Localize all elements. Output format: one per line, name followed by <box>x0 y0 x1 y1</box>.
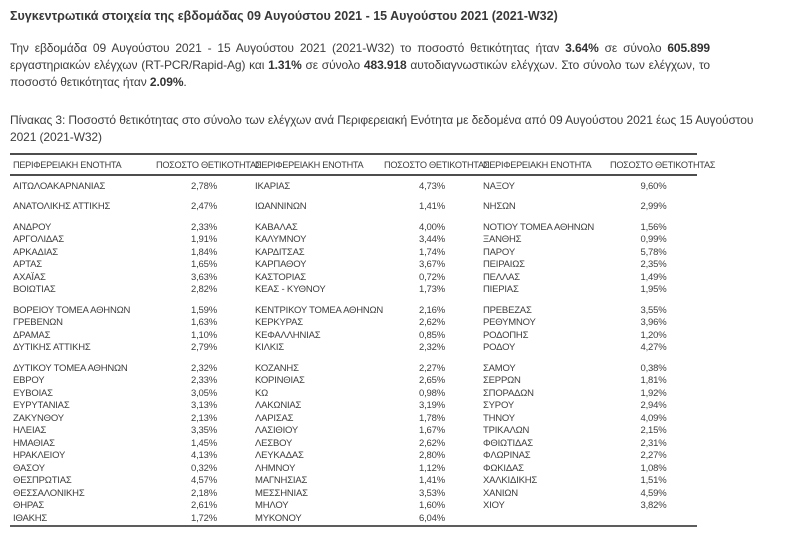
region-name-cell: ΣΠΟΡΑΔΩΝ <box>483 387 534 399</box>
positivity-value-cell: 0,38% <box>640 362 667 374</box>
positivity-value-cell: 1,49% <box>640 271 667 283</box>
region-name-cell: ΡΟΔΟΥ <box>483 342 516 354</box>
region-name-cell: ΣΕΡΡΩΝ <box>483 375 521 387</box>
region-name-cell: ΕΒΡΟΥ <box>13 375 45 387</box>
positivity-value-cell: 1,78% <box>419 412 445 424</box>
table-spacer-row <box>10 193 697 201</box>
positivity-value-cell: 1,84% <box>191 246 217 258</box>
table-row <box>10 317 697 330</box>
table-row <box>10 462 697 475</box>
region-name-cell: ΙΘΑΚΗΣ <box>13 512 48 524</box>
table-row <box>10 221 697 234</box>
positivity-value-cell: 2,62% <box>419 317 445 329</box>
positivity-value-cell: 4,13% <box>191 450 217 462</box>
region-name-cell: ΦΩΚΙΔΑΣ <box>483 462 524 474</box>
positivity-value-cell: 0,85% <box>419 329 445 341</box>
region-name-cell: ΑΡΤΑΣ <box>13 259 42 271</box>
table-row <box>10 387 697 400</box>
table-row <box>10 201 697 214</box>
region-name-cell: ΚΑΛΥΜΝΟΥ <box>255 234 307 246</box>
region-name-cell: ΦΘΙΩΤΙΔΑΣ <box>483 437 533 449</box>
region-name-cell: ΜΥΚΟΝΟΥ <box>255 512 302 524</box>
positivity-value-cell: 1,45% <box>191 437 217 449</box>
positivity-value-cell: 1,56% <box>640 221 667 233</box>
positivity-value-cell: 2,61% <box>191 500 217 512</box>
region-name-cell: ΚΕΡΚΥΡΑΣ <box>255 317 303 329</box>
region-name-cell: ΠΑΡΟΥ <box>483 246 515 258</box>
positivity-value-cell: 1,92% <box>640 387 667 399</box>
table-row <box>10 234 697 247</box>
region-name-cell: ΧΙΟΥ <box>483 500 505 512</box>
column-header-positivity-3: ΠΟΣΟΣΤΟ ΘΕΤΙΚΟΤΗΤΑΣ <box>610 160 716 170</box>
positivity-value-cell: 6,04% <box>419 512 445 524</box>
region-name-cell: ΛΑΣΙΘΙΟΥ <box>255 425 299 437</box>
region-name-cell: ΚΑΒΑΛΑΣ <box>255 221 298 233</box>
positivity-value-cell: 2,32% <box>419 342 445 354</box>
region-name-cell: ΓΡΕΒΕΝΩΝ <box>13 317 63 329</box>
positivity-value-cell: 9,60% <box>640 180 667 192</box>
region-name-cell: ΘΕΣΠΡΩΤΙΑΣ <box>13 475 72 487</box>
region-name-cell: ΛΗΜΝΟΥ <box>255 462 296 474</box>
region-name-cell: ΚΑΡΔΙΤΣΑΣ <box>255 246 305 258</box>
positivity-value-cell: 1,63% <box>191 317 217 329</box>
region-name-cell: ΑΝΔΡΟΥ <box>13 221 52 233</box>
region-name-cell: ΚΑΡΠΑΘΟΥ <box>255 259 307 271</box>
positivity-value-cell: 2,82% <box>191 284 217 296</box>
region-name-cell: ΚΕΑΣ - ΚΥΘΝΟΥ <box>255 284 326 296</box>
table-row <box>10 475 697 488</box>
table-row <box>10 259 697 272</box>
table-row <box>10 450 697 463</box>
positivity-value-cell: 0,99% <box>640 234 667 246</box>
column-header-region-2: ΠΕΡΙΦΕΡΕΙΑΚΗ ΕΝΟΤΗΤΑ <box>255 160 364 170</box>
summary-highlight-value: 483.918 <box>363 58 407 72</box>
positivity-value-cell: 1,41% <box>419 475 445 487</box>
region-name-cell: ΑΧΑΪΑΣ <box>13 271 46 283</box>
region-name-cell: ΡΕΘΥΜΝΟΥ <box>483 317 536 329</box>
region-name-cell: ΠΙΕΡΙΑΣ <box>483 284 519 296</box>
positivity-value-cell: 2,47% <box>191 201 217 213</box>
region-name-cell: ΛΕΣΒΟΥ <box>255 437 293 449</box>
summary-text: Την εβδομάδα 09 Αυγούστου 2021 - 15 Αυγούστου 2021 (2021-W32) το ποσοστό θετικότητας ήταν <box>10 41 566 55</box>
positivity-value-cell: 2,94% <box>640 400 667 412</box>
column-header-positivity-1: ΠΟΣΟΣΤΟ ΘΕΤΙΚΟΤΗΤΑΣ <box>156 160 262 170</box>
region-name-cell: ΚΩ <box>255 387 269 399</box>
table-row <box>10 304 697 317</box>
positivity-value-cell: 2,32% <box>191 362 217 374</box>
positivity-value-cell: 2,27% <box>640 450 667 462</box>
region-name-cell: ΚΑΣΤΟΡΙΑΣ <box>255 271 306 283</box>
positivity-value-cell: 2,62% <box>419 437 445 449</box>
region-name-cell: ΠΕΙΡΑΙΩΣ <box>483 259 525 271</box>
region-name-cell: ΜΑΓΝΗΣΙΑΣ <box>255 475 308 487</box>
positivity-value-cell: 3,55% <box>640 304 667 316</box>
positivity-value-cell: 1,91% <box>191 234 217 246</box>
positivity-value-cell: 3,63% <box>191 271 217 283</box>
positivity-table <box>10 153 716 527</box>
region-name-cell: ΠΕΛΛΑΣ <box>483 271 520 283</box>
positivity-value-cell: 1,60% <box>419 500 445 512</box>
positivity-value-cell: 2,80% <box>419 450 445 462</box>
region-name-cell: ΜΗΛΟΥ <box>255 500 289 512</box>
positivity-value-cell: 2,18% <box>191 487 217 499</box>
table-row <box>10 375 697 388</box>
positivity-value-cell: 2,31% <box>640 437 667 449</box>
positivity-value-cell: 3,82% <box>640 500 667 512</box>
summary-paragraph <box>10 40 710 91</box>
positivity-value-cell: 1,67% <box>419 425 445 437</box>
positivity-value-cell: 3,96% <box>640 317 667 329</box>
region-name-cell: ΖΑΚΥΝΘΟΥ <box>13 412 64 424</box>
positivity-value-cell: 2,65% <box>419 375 445 387</box>
positivity-value-cell: 5,78% <box>640 246 667 258</box>
region-name-cell: ΚΙΛΚΙΣ <box>255 342 284 354</box>
region-name-cell: ΙΚΑΡΙΑΣ <box>255 180 291 192</box>
positivity-value-cell: 3,53% <box>419 487 445 499</box>
table-row <box>10 271 697 284</box>
region-name-cell: ΣΥΡΟΥ <box>483 400 514 412</box>
table-row <box>10 437 697 450</box>
table-row <box>10 512 697 525</box>
column-header-region-1: ΠΕΡΙΦΕΡΕΙΑΚΗ ΕΝΟΤΗΤΑ <box>13 160 122 170</box>
summary-text: σε σύνολο <box>598 41 668 55</box>
region-name-cell: ΡΟΔΟΠΗΣ <box>483 329 529 341</box>
region-name-cell: ΝΟΤΙΟΥ ΤΟΜΕΑ ΑΘΗΝΩΝ <box>483 221 595 233</box>
summary-highlight-value: 605.899 <box>667 41 710 55</box>
table-row <box>10 284 697 297</box>
region-name-cell: ΔΡΑΜΑΣ <box>13 329 51 341</box>
positivity-value-cell: 1,73% <box>419 284 445 296</box>
summary-text: σε σύνολο <box>301 58 364 72</box>
positivity-value-cell: 4,59% <box>640 487 667 499</box>
positivity-value-cell: 2,79% <box>191 342 217 354</box>
positivity-value-cell: 2,16% <box>419 304 445 316</box>
positivity-value-cell: 3,67% <box>419 259 445 271</box>
positivity-value-cell: 1,59% <box>191 304 217 316</box>
positivity-value-cell: 4,57% <box>191 475 217 487</box>
region-name-cell: ΑΙΤΩΛΟΑΚΑΡΝΑΝΙΑΣ <box>13 180 106 192</box>
positivity-value-cell: 0,72% <box>419 271 445 283</box>
table-row <box>10 246 697 259</box>
region-name-cell: ΞΑΝΘΗΣ <box>483 234 522 246</box>
table-row <box>10 329 697 342</box>
table-row <box>10 425 697 438</box>
region-name-cell: ΘΑΣΟΥ <box>13 462 45 474</box>
region-name-cell: ΠΡΕΒΕΖΑΣ <box>483 304 532 316</box>
table-row <box>10 500 697 513</box>
region-name-cell: ΚΟΖΑΝΗΣ <box>255 362 299 374</box>
column-header-positivity-2: ΠΟΣΟΣΤΟ ΘΕΤΙΚΟΤΗΤΑΣ <box>384 160 490 170</box>
positivity-value-cell: 1,74% <box>419 246 445 258</box>
region-name-cell: ΙΩΑΝΝΙΝΩΝ <box>255 201 307 213</box>
summary-highlight-value: 2.09% <box>149 75 184 89</box>
region-name-cell: ΣΑΜΟΥ <box>483 362 516 374</box>
summary-text: . <box>183 75 187 89</box>
region-name-cell: ΚΕΝΤΡΙΚΟΥ ΤΟΜΕΑ ΑΘΗΝΩΝ <box>255 304 384 316</box>
region-name-cell: ΛΕΥΚΑΔΑΣ <box>255 450 304 462</box>
region-name-cell: ΘΗΡΑΣ <box>13 500 45 512</box>
table-header-row <box>10 155 716 176</box>
positivity-value-cell: 1,65% <box>191 259 217 271</box>
region-name-cell: ΦΛΩΡΙΝΑΣ <box>483 450 531 462</box>
summary-text: εργαστηριακών ελέγχων (RT-PCR/Rapid-Ag) και <box>10 58 269 72</box>
region-name-cell: ΧΑΝΙΩΝ <box>483 487 518 499</box>
region-name-cell: ΛΑΡΙΣΑΣ <box>255 412 294 424</box>
region-name-cell: ΛΑΚΩΝΙΑΣ <box>255 400 302 412</box>
region-name-cell: ΝΑΞΟΥ <box>483 180 515 192</box>
positivity-value-cell: 0,98% <box>419 387 445 399</box>
positivity-value-cell: 3,35% <box>191 425 217 437</box>
region-name-cell: ΑΡΓΟΛΙΔΑΣ <box>13 234 64 246</box>
region-name-cell: ΚΟΡΙΝΘΙΑΣ <box>255 375 305 387</box>
region-name-cell: ΗΜΑΘΙΑΣ <box>13 437 55 449</box>
table-caption: Πίνακας 3: Ποσοστό θετικότητας στο σύνολο των ελέγχων ανά Περιφερειακή Ενότητα με δεδομένα από 09 Αυγούστου 2021 έως 15 Αυγούστου 2021 (2021-W32) <box>10 113 754 144</box>
region-name-cell: ΧΑΛΚΙΔΙΚΗΣ <box>483 475 538 487</box>
positivity-value-cell: 3,44% <box>419 234 445 246</box>
region-name-cell: ΔΥΤΙΚΗΣ ΑΤΤΙΚΗΣ <box>13 342 91 354</box>
region-name-cell: ΤΗΝΟΥ <box>483 412 515 424</box>
region-name-cell: ΤΡΙΚΑΛΩΝ <box>483 425 530 437</box>
positivity-value-cell: 1,10% <box>191 329 217 341</box>
positivity-value-cell: 2,27% <box>419 362 445 374</box>
positivity-value-cell: 3,19% <box>419 400 445 412</box>
positivity-value-cell: 1,95% <box>640 284 667 296</box>
region-name-cell: ΜΕΣΣΗΝΙΑΣ <box>255 487 308 499</box>
region-name-cell: ΒΟΡΕΙΟΥ ΤΟΜΕΑ ΑΘΗΝΩΝ <box>13 304 131 316</box>
region-name-cell: ΕΥΡΥΤΑΝΙΑΣ <box>13 400 70 412</box>
positivity-value-cell: 2,33% <box>191 221 217 233</box>
table-body <box>10 176 697 525</box>
positivity-value-cell: 2,35% <box>640 259 667 271</box>
positivity-value-cell: 1,20% <box>640 329 667 341</box>
positivity-value-cell: 1,81% <box>640 375 667 387</box>
region-name-cell: ΕΥΒΟΙΑΣ <box>13 387 53 399</box>
region-name-cell: ΑΝΑΤΟΛΙΚΗΣ ΑΤΤΙΚΗΣ <box>13 201 111 213</box>
region-name-cell: ΔΥΤΙΚΟΥ ΤΟΜΕΑ ΑΘΗΝΩΝ <box>13 362 128 374</box>
positivity-value-cell: 3,13% <box>191 400 217 412</box>
table-spacer-row <box>10 354 697 362</box>
positivity-value-cell: 2,78% <box>191 180 217 192</box>
table-row <box>10 180 697 193</box>
region-name-cell: ΒΟΙΩΤΙΑΣ <box>13 284 56 296</box>
table-row <box>10 342 697 355</box>
column-header-region-3: ΠΕΡΙΦΕΡΕΙΑΚΗ ΕΝΟΤΗΤΑ <box>483 160 592 170</box>
region-name-cell: ΗΛΕΙΑΣ <box>13 425 47 437</box>
table-spacer-row <box>10 213 697 221</box>
positivity-value-cell: 0,32% <box>191 462 217 474</box>
positivity-value-cell: 1,72% <box>191 512 217 524</box>
positivity-value-cell: 1,08% <box>640 462 667 474</box>
positivity-value-cell: 2,15% <box>640 425 667 437</box>
table-row <box>10 400 697 413</box>
positivity-value-cell: 2,99% <box>640 201 667 213</box>
region-name-cell: ΑΡΚΑΔΙΑΣ <box>13 246 58 258</box>
positivity-value-cell: 1,41% <box>419 201 445 213</box>
table-row <box>10 487 697 500</box>
summary-highlight-value: 3.64% <box>565 41 599 55</box>
region-name-cell: ΗΡΑΚΛΕΙΟΥ <box>13 450 66 462</box>
table-spacer-row <box>10 296 697 304</box>
positivity-value-cell: 4,00% <box>419 221 445 233</box>
positivity-value-cell: 2,13% <box>191 412 217 424</box>
table-row <box>10 412 697 425</box>
region-name-cell: ΝΗΣΩΝ <box>483 201 516 213</box>
region-name-cell: ΚΕΦΑΛΛΗΝΙΑΣ <box>255 329 321 341</box>
positivity-value-cell: 4,09% <box>640 412 667 424</box>
positivity-value-cell: 4,73% <box>419 180 445 192</box>
positivity-value-cell: 3,05% <box>191 387 217 399</box>
summary-highlight-value: 1.31% <box>268 58 302 72</box>
table-row <box>10 362 697 375</box>
page-title: Συγκεντρωτικά στοιχεία της εβδομάδας 09 Αυγούστου 2021 - 15 Αυγούστου 2021 (2021-W32) <box>10 9 558 23</box>
positivity-value-cell: 1,12% <box>419 462 445 474</box>
positivity-value-cell: 2,33% <box>191 375 217 387</box>
summary-text: αυτοδιαγνωστικών ελέγχων. Στο σύνολο των ελέγχων, το ποσοστό θετικότητας ήταν <box>10 58 710 89</box>
positivity-value-cell: 4,27% <box>640 342 667 354</box>
positivity-value-cell: 1,51% <box>640 475 667 487</box>
region-name-cell: ΘΕΣΣΑΛΟΝΙΚΗΣ <box>13 487 85 499</box>
